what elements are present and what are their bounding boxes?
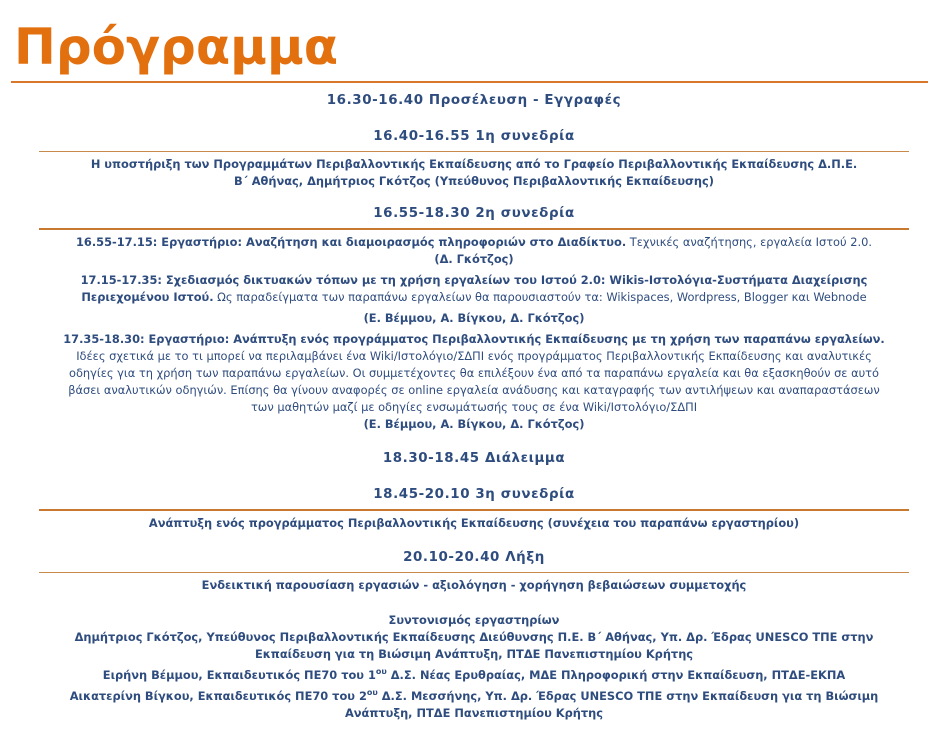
coordinator-1-line2: Εκπαίδευση για τη Βιώσιμη Ανάπτυξη, ΠΤΔΕ Πανεπιστημίου Κρήτης [254, 647, 694, 661]
item1-title: 16.55-17.15: Εργαστήριο: Αναζήτηση και διαμοιρασμός πληροφοριών στο Διαδίκτυο. [76, 235, 627, 249]
item3-description-2: οδηγίες για τη χρήση των παραπάνω εργαλείων. Οι συμμετέχοντες θα επιλέξουν ένα από τα παραπάνω εργαλεία και θα εξασκηθούν σε αυτό [68, 366, 880, 380]
session1-heading: 16.40-16.55 1η συνεδρία [373, 129, 575, 144]
item3-description-1: Ιδέες σχετικά με το τι μπορεί να περιλαμβάνει ένα Wiki/Ιστολόγιο/ΣΔΠΙ ενός προγράμματος Περιβαλλοντικής Εκπαίδευσης και αναλυτικές [76, 349, 872, 363]
arrival-heading: 16.30-16.40 Προσέλευση - Εγγραφές [326, 93, 622, 108]
item3-description-3: βάσει αναλυτικών οδηγιών. Επίσης θα γίνουν αναφορές σε online εργαλεία ανάδυσης και καταγραφής των αντιλήψεων και αναπαραστάσεων [68, 383, 880, 397]
item3-presenters: (Ε. Βέμμου, Α. Βίγκου, Δ. Γκότζος) [363, 417, 585, 431]
coordinator-3-post: Δ.Σ. Μεσσήνης, Υπ. Δρ. Έδρας UNESCO ΤΠΕ στην Εκπαίδευση για τη Βιώσιμη [377, 688, 879, 703]
schedule-content [39, 90, 909, 722]
item2-title-line2: Περιεχομένου Ιστού. [81, 290, 214, 304]
session3-text: Ανάπτυξη ενός προγράμματος Περιβαλλοντικής Εκπαίδευσης (συνέχεια του παραπάνω εργαστηρίου) [148, 516, 800, 530]
coordinator-3-sup: ου [366, 687, 378, 697]
coordinator-3 [39, 684, 909, 705]
coordinator-2 [39, 663, 909, 684]
item2-title-line1: 17.15-17.35: Σχεδιασμός δικτυακών τόπων με τη χρήση εργαλείων του Ιστού 2.0: Wikis-Ιστολόγια-Συστήματα Διαχείρισης [80, 273, 868, 287]
closing-text: Ενδεικτική παρουσίαση εργασιών - αξιολόγηση - χορήγηση βεβαιώσεων συμμετοχής [201, 578, 747, 592]
item2-description: Ως παραδείγματα των παραπάνω εργαλείων θα παρουσιαστούν τα: Wikispaces, Wordpress, Blogger και Webnode [213, 290, 867, 304]
item3-title: 17.35-18.30: Εργαστήριο: Ανάπτυξη ενός προγράμματος Περιβαλλοντικής Εκπαίδευσης με τη χρήση των παραπάνω εργαλείων. [63, 332, 885, 346]
coordinator-3-pre: Αικατερίνη Βίγκου, Εκπαιδευτικός ΠΕ70 του 2 [69, 688, 367, 703]
coordinator-2-post: Δ.Σ. Νέας Ερυθραίας, ΜΔΕ Πληροφορική στην Εκπαίδευση, ΠΤΔΕ-ΕΚΠΑ [386, 667, 846, 682]
session1-line2: Β΄ Αθήνας, Δημήτριος Γκότζος (Υπεύθυνος Περιβαλλοντικής Εκπαίδευσης) [234, 174, 714, 188]
session2-item-2 [39, 289, 909, 306]
title-divider [11, 81, 928, 83]
coordinator-3-line2: Ανάπτυξη, ΠΤΔΕ Πανεπιστημίου Κρήτης [344, 705, 604, 720]
item2-presenters: (Ε. Βέμμου, Α. Βίγκου, Δ. Γκότζος) [363, 311, 585, 325]
item1-presenters: (Δ. Γκότζος) [434, 252, 514, 266]
session1-line1: Η υποστήριξη των Προγραμμάτων Περιβαλλοντικής Εκπαίδευσης από το Γραφείο Περιβαλλοντικής Εκπαίδευσης Δ.Π.Ε. [90, 157, 858, 171]
page-title: Πρόγραμμα [14, 18, 339, 76]
session2-item-1 [39, 234, 909, 251]
session2-heading: 16.55-18.30 2η συνεδρία [373, 206, 575, 221]
item1-description: Τεχνικές αναζήτησης, εργαλεία Ιστού 2.0. [626, 235, 872, 249]
coordinator-1-line1: Δημήτριος Γκότζος, Υπεύθυνος Περιβαλλοντικής Εκπαίδευσης Διεύθυνσης Π.Ε. Β΄ Αθήνας, Υπ. Δρ. Έδρας UNESCO ΤΠΕ στην [74, 630, 874, 644]
session3-heading: 18.45-20.10 3η συνεδρία [373, 487, 575, 502]
coordination-heading: Συντονισμός εργαστηρίων [388, 613, 560, 627]
break-heading: 18.30-18.45 Διάλειμμα [382, 451, 566, 466]
coordinator-2-sup: ου [375, 667, 387, 676]
coordinator-2-pre: Ειρήνη Βέμμου, Εκπαιδευτικός ΠΕ70 του 1 [102, 667, 376, 682]
closing-heading: 20.10-20.40 Λήξη [403, 550, 545, 565]
item3-description-4: των μαθητών μαζί με οδηγίες ενσωμάτωσής τους σε ένα Wiki/Ιστολόγιο/ΣΔΠΙ [250, 400, 698, 414]
